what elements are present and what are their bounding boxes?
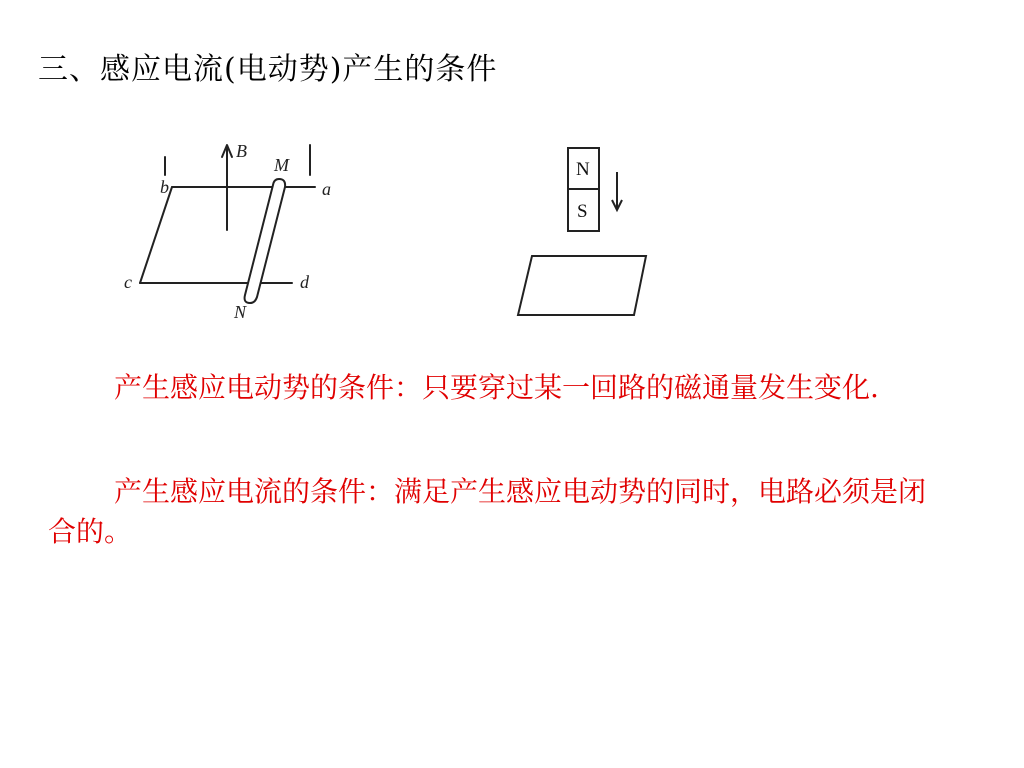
rails-rod-diagram	[110, 135, 350, 330]
label-a: a	[322, 179, 331, 199]
closed-loop	[518, 256, 646, 315]
label-b-field: B	[236, 141, 247, 161]
magnet-north-label: N	[576, 159, 590, 180]
current-condition-text: 产生感应电流的条件：满足产生感应电动势的同时，电路必须是闭合的。	[48, 475, 927, 548]
magnet-loop-diagram	[510, 140, 660, 325]
label-n: N	[234, 302, 247, 322]
label-m: M	[274, 155, 289, 175]
label-d: d	[300, 272, 309, 292]
emf-condition-text: 产生感应电动势的条件：只要穿过某一回路的磁通量发生变化.	[114, 371, 879, 404]
rod-mn	[245, 179, 286, 303]
slide-title: 三、感应电流(电动势)产生的条件	[38, 52, 498, 87]
label-b: b	[160, 177, 169, 197]
label-c: c	[124, 272, 132, 292]
magnet-south-label: S	[577, 201, 588, 222]
connector-bc	[140, 187, 172, 283]
